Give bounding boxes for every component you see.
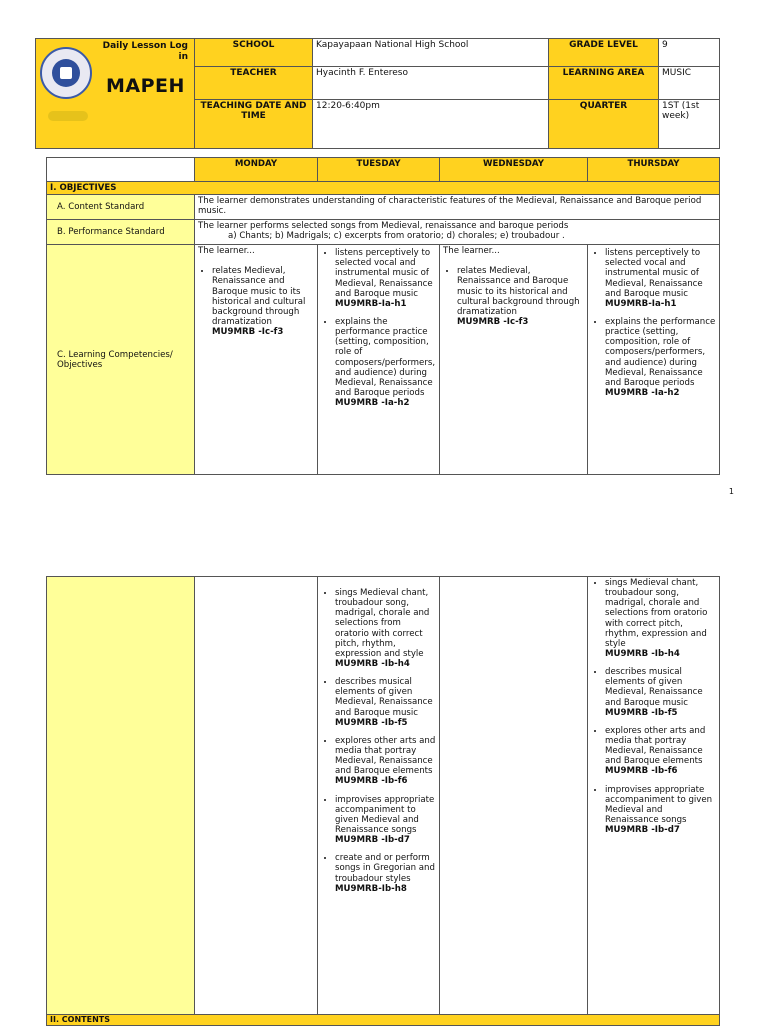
thursday-competency-item (605, 667, 716, 718)
grade-level-label: GRADE LEVEL (549, 39, 659, 67)
thursday-competency-item (605, 578, 716, 659)
competency-code: MU9MRB -Ib-d7 (335, 835, 410, 846)
teaching-date-label: TEACHING DATE AND TIME (195, 99, 313, 148)
competency-code: MU9MRB -Ib-f6 (335, 776, 408, 787)
tuesday-competency-item (335, 853, 436, 894)
performance-standard-text: The learner performs selected songs from Medieval, renaissance and baroque periods a) Chants; b) Madrigals; c) excerpts from oratorio; d) chorales; e) troubadour . (195, 220, 720, 245)
learning-competencies-label: C. Learning Competencies/ Objectives (47, 245, 195, 475)
objectives-heading: I. OBJECTIVES (47, 182, 720, 195)
competency-text: describes musical elements of given Medieval, Renaissance and Baroque music (335, 677, 433, 718)
thursday-competency-item (605, 785, 716, 836)
teacher-label: TEACHER (195, 66, 313, 99)
day-header-tuesday: TUESDAY (318, 158, 440, 182)
competency-code: MU9MRB-Ib-h8 (335, 883, 407, 894)
competency-code: MU9MRB -Ib-f6 (605, 766, 678, 777)
competency-text: create and or perform songs in Gregorian and troubadour styles (335, 853, 435, 884)
competency-text: improvises appropriate accompaniment to given Medieval and Renaissance songs (605, 784, 713, 825)
competency-code: MU9MRB -Ib-f5 (335, 717, 408, 728)
dll-title: Daily Lesson Log in (102, 41, 188, 63)
quarter-label: QUARTER (549, 99, 659, 148)
competency-code: MU9MRB -Ib-h4 (605, 648, 680, 659)
thursday-competencies: • listens perceptively to selected vocal and instrumental music of Medieval, Renaissance and Baroque music MU9MRB-Ia-h1 • explains the performance practice (setting, composition, role of composers/performers, and audience) during Medieval, Renaissance and Baroque periods MU9MRB -Ia-h2 (588, 245, 720, 475)
performance-standard-label: B. Performance Standard (47, 220, 195, 245)
competency-text: sings Medieval chant, troubadour song, madrigal, chorale and selections from oratorio with correct pitch, rhythm, expression and style (335, 588, 430, 659)
day-header-wednesday: WEDNESDAY (440, 158, 588, 182)
tuesday-competency-item (335, 677, 436, 728)
contents-heading: II. CONTENTS (47, 1015, 720, 1026)
subject-title: MAPEH (106, 75, 185, 97)
competency-text: improvises appropriate accompaniment to given Medieval and Renaissance songs (335, 794, 435, 835)
competency-text: describes musical elements of given Medieval, Renaissance and Baroque music (605, 667, 703, 708)
competency-text: explores other arts and media that portray Medieval, Renaissance and Baroque elements (605, 725, 706, 767)
content-standard-label: A. Content Standard (47, 195, 195, 220)
learning-area-value: MUSIC (659, 66, 720, 99)
competency-code: MU9MRB -Ib-d7 (605, 825, 680, 836)
continued-thursday (588, 577, 720, 1015)
blurred-label (48, 111, 88, 121)
school-value: Kapayapaan National High School (313, 39, 549, 67)
continued-tuesday (318, 577, 440, 1015)
deped-seal-icon (40, 47, 92, 99)
continued-monday (195, 577, 318, 1015)
competency-code: MU9MRB -Ib-f5 (605, 707, 678, 718)
school-label: SCHOOL (195, 39, 313, 67)
content-standard-text: The learner demonstrates understanding of characteristic features of the Medieval, Renaissance and Baroque period music. (195, 195, 720, 220)
continued-wednesday (440, 577, 588, 1015)
teacher-value: Hyacinth F. Entereso (313, 66, 549, 99)
tuesday-competency-item (335, 736, 436, 787)
lesson-header-table (35, 38, 720, 149)
day-header-thursday: THURSDAY (588, 158, 720, 182)
continued-table (46, 576, 720, 1026)
tuesday-competency-item (335, 795, 436, 846)
learning-area-label: LEARNING AREA (549, 66, 659, 99)
header-logo-cell (36, 39, 195, 149)
day-header-monday: MONDAY (195, 158, 318, 182)
thursday-competency-item (605, 726, 716, 777)
monday-competencies: The learner... • relates Medieval, Renaissance and Baroque music to its historical and cultural background through dramatization MU9MRB -Ic-f3 (195, 245, 318, 475)
tuesday-competencies: • listens perceptively to selected vocal and instrumental music of Medieval, Renaissance and Baroque music MU9MRB-Ia-h1 • explains the performance practice (setting, composition, role of composers/performers, and audience) during Medieval, Renaissance and Baroque periods MU9MRB -Ia-h2 (318, 245, 440, 475)
corner-cell (47, 158, 195, 182)
tuesday-competency-item (335, 588, 436, 669)
continued-label-cell (47, 577, 195, 1015)
competency-code: MU9MRB -Ib-h4 (335, 658, 410, 669)
teaching-date-value: 12:20-6:40pm (313, 99, 549, 148)
competency-text: sings Medieval chant, troubadour song, madrigal, chorale and selections from oratorio with correct pitch, rhythm, expression and style (605, 578, 708, 649)
page-number: 1 (728, 487, 734, 496)
objectives-table (46, 157, 720, 475)
wednesday-competencies: The learner... • relates Medieval, Renaissance and Baroque music to its historical and cultural background through dramatization MU9MRB -Ic-f3 (440, 245, 588, 475)
competency-text: explores other arts and media that portray Medieval, Renaissance and Baroque elements (335, 735, 436, 777)
quarter-value: 1ST (1st week) (659, 99, 720, 148)
grade-level-value: 9 (659, 39, 720, 67)
